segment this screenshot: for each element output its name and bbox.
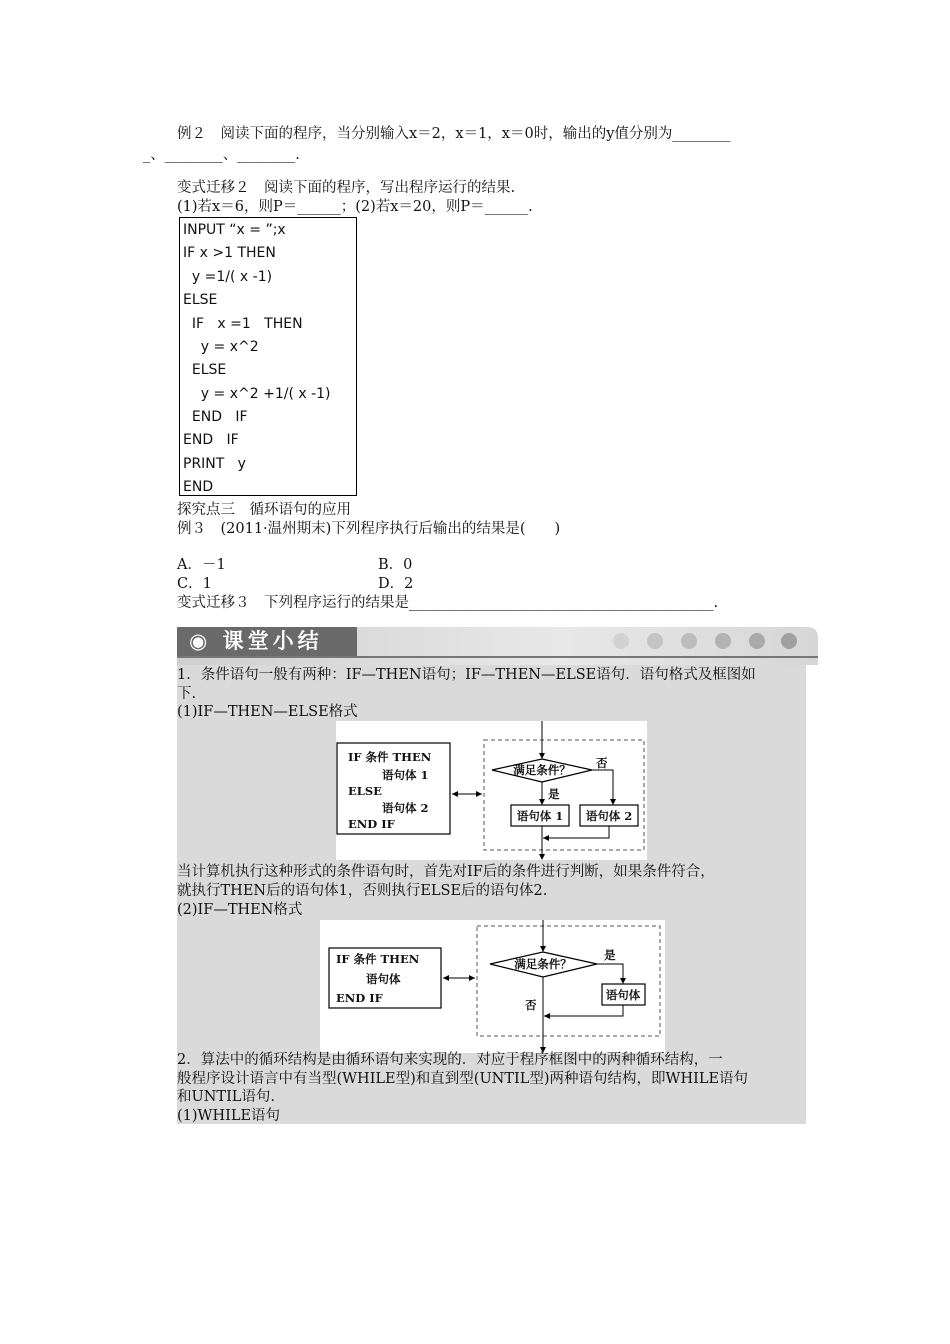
example2-line1: 例２ 阅读下面的程序，当分别输入x＝2，x＝1，x＝0时，输出的y值分别为________: [177, 126, 731, 142]
option-b: B．0: [378, 557, 413, 573]
code-line: INPUT “x = ”;x: [183, 222, 286, 238]
variant2-title: 变式迁移２ 阅读下面的程序，写出程序运行的结果.: [177, 180, 516, 196]
fig2-condition: 满足条件？: [514, 957, 572, 971]
if-then-figure: [320, 920, 665, 1053]
option-a: A．－1: [177, 557, 226, 573]
code-line: PRINT y: [183, 456, 246, 472]
summary-p3b: 般程序设计语言中有当型(WHILE型)和直到型(UNTIL型)两种语句结构，即WHILE语句: [177, 1071, 749, 1087]
summary-p3c: 和UNTIL语句.: [177, 1089, 276, 1105]
fig2-body: 语句体: [605, 988, 641, 1002]
variant2-question: (1)若x＝6，则P＝______；(2)若x＝20，则P＝______.: [177, 199, 533, 215]
fig1-code-line: 语句体 2: [382, 801, 429, 815]
summary-sub1: (1)IF—THEN—ELSE格式: [177, 704, 358, 720]
fig1-code-line: END IF: [348, 817, 395, 831]
fig1-body2: 语句体 2: [585, 809, 633, 823]
fig1-yes-label: 是: [548, 787, 560, 801]
fig2-code-line: 语句体: [366, 972, 401, 986]
summary-p2a: 当计算机执行这种形式的条件语句时，首先对IF后的条件进行判断，如果条件符合，: [177, 864, 715, 880]
fig1-code-line: ELSE: [348, 784, 382, 798]
fig1-no-label: 否: [596, 756, 608, 770]
banner-title: ◉ 课堂小结: [189, 629, 323, 653]
option-d: D．2: [378, 576, 414, 592]
example2-line2: _、________、________.: [143, 147, 300, 163]
program-box: [179, 217, 357, 496]
code-line: END IF: [183, 432, 239, 448]
summary-p1b: 下.: [177, 686, 197, 702]
fig2-no-label: 否: [525, 998, 537, 1012]
code-line: END IF: [183, 409, 248, 425]
code-line: y =1/( x -1): [183, 269, 273, 285]
code-line: IF x >1 THEN: [183, 245, 276, 261]
code-line: IF x =1 THEN: [183, 316, 303, 332]
fig1-code-line: IF 条件 THEN: [348, 750, 432, 764]
fig1-body1: 语句体 1: [516, 809, 564, 823]
summary-p2b: 就执行THEN后的语句体1，否则执行ELSE后的语句体2.: [177, 883, 548, 899]
code-line: ELSE: [183, 292, 218, 308]
summary-sub2: (2)IF—THEN格式: [177, 902, 303, 918]
option-c: C．1: [177, 576, 212, 592]
summary-p3a: 2．算法中的循环结构是由循环语句来实现的．对应于程序框图中的两种循环结构，一: [177, 1052, 723, 1068]
fig1-code-line: 语句体 1: [382, 768, 429, 782]
code-line: END: [183, 479, 214, 495]
variant3-question: 变式迁移３ 下列程序运行的结果是__________________________________________.: [177, 595, 719, 611]
if-then-else-figure: [336, 721, 647, 860]
fig2-code-line: END IF: [336, 991, 383, 1005]
example3-question: 例３ (2011·温州期末)下列程序执行后输出的结果是( ): [177, 521, 561, 537]
code-line: y = x^2 +1/( x -1): [183, 386, 331, 402]
fig2-code-line: IF 条件 THEN: [336, 952, 420, 966]
summary-sub3: (1)WHILE语句: [177, 1108, 281, 1124]
section3-heading: 探究点三 循环语句的应用: [177, 502, 351, 518]
fig1-condition: 满足条件？: [513, 763, 571, 777]
summary-p1a: 1．条件语句一般有两种：IF—THEN语句；IF—THEN—ELSE语句．语句格式及框图如: [177, 667, 756, 683]
code-line: y = x^2: [183, 339, 259, 355]
summary-banner: [177, 627, 818, 665]
code-line: ELSE: [183, 362, 227, 378]
fig2-yes-label: 是: [604, 948, 616, 962]
